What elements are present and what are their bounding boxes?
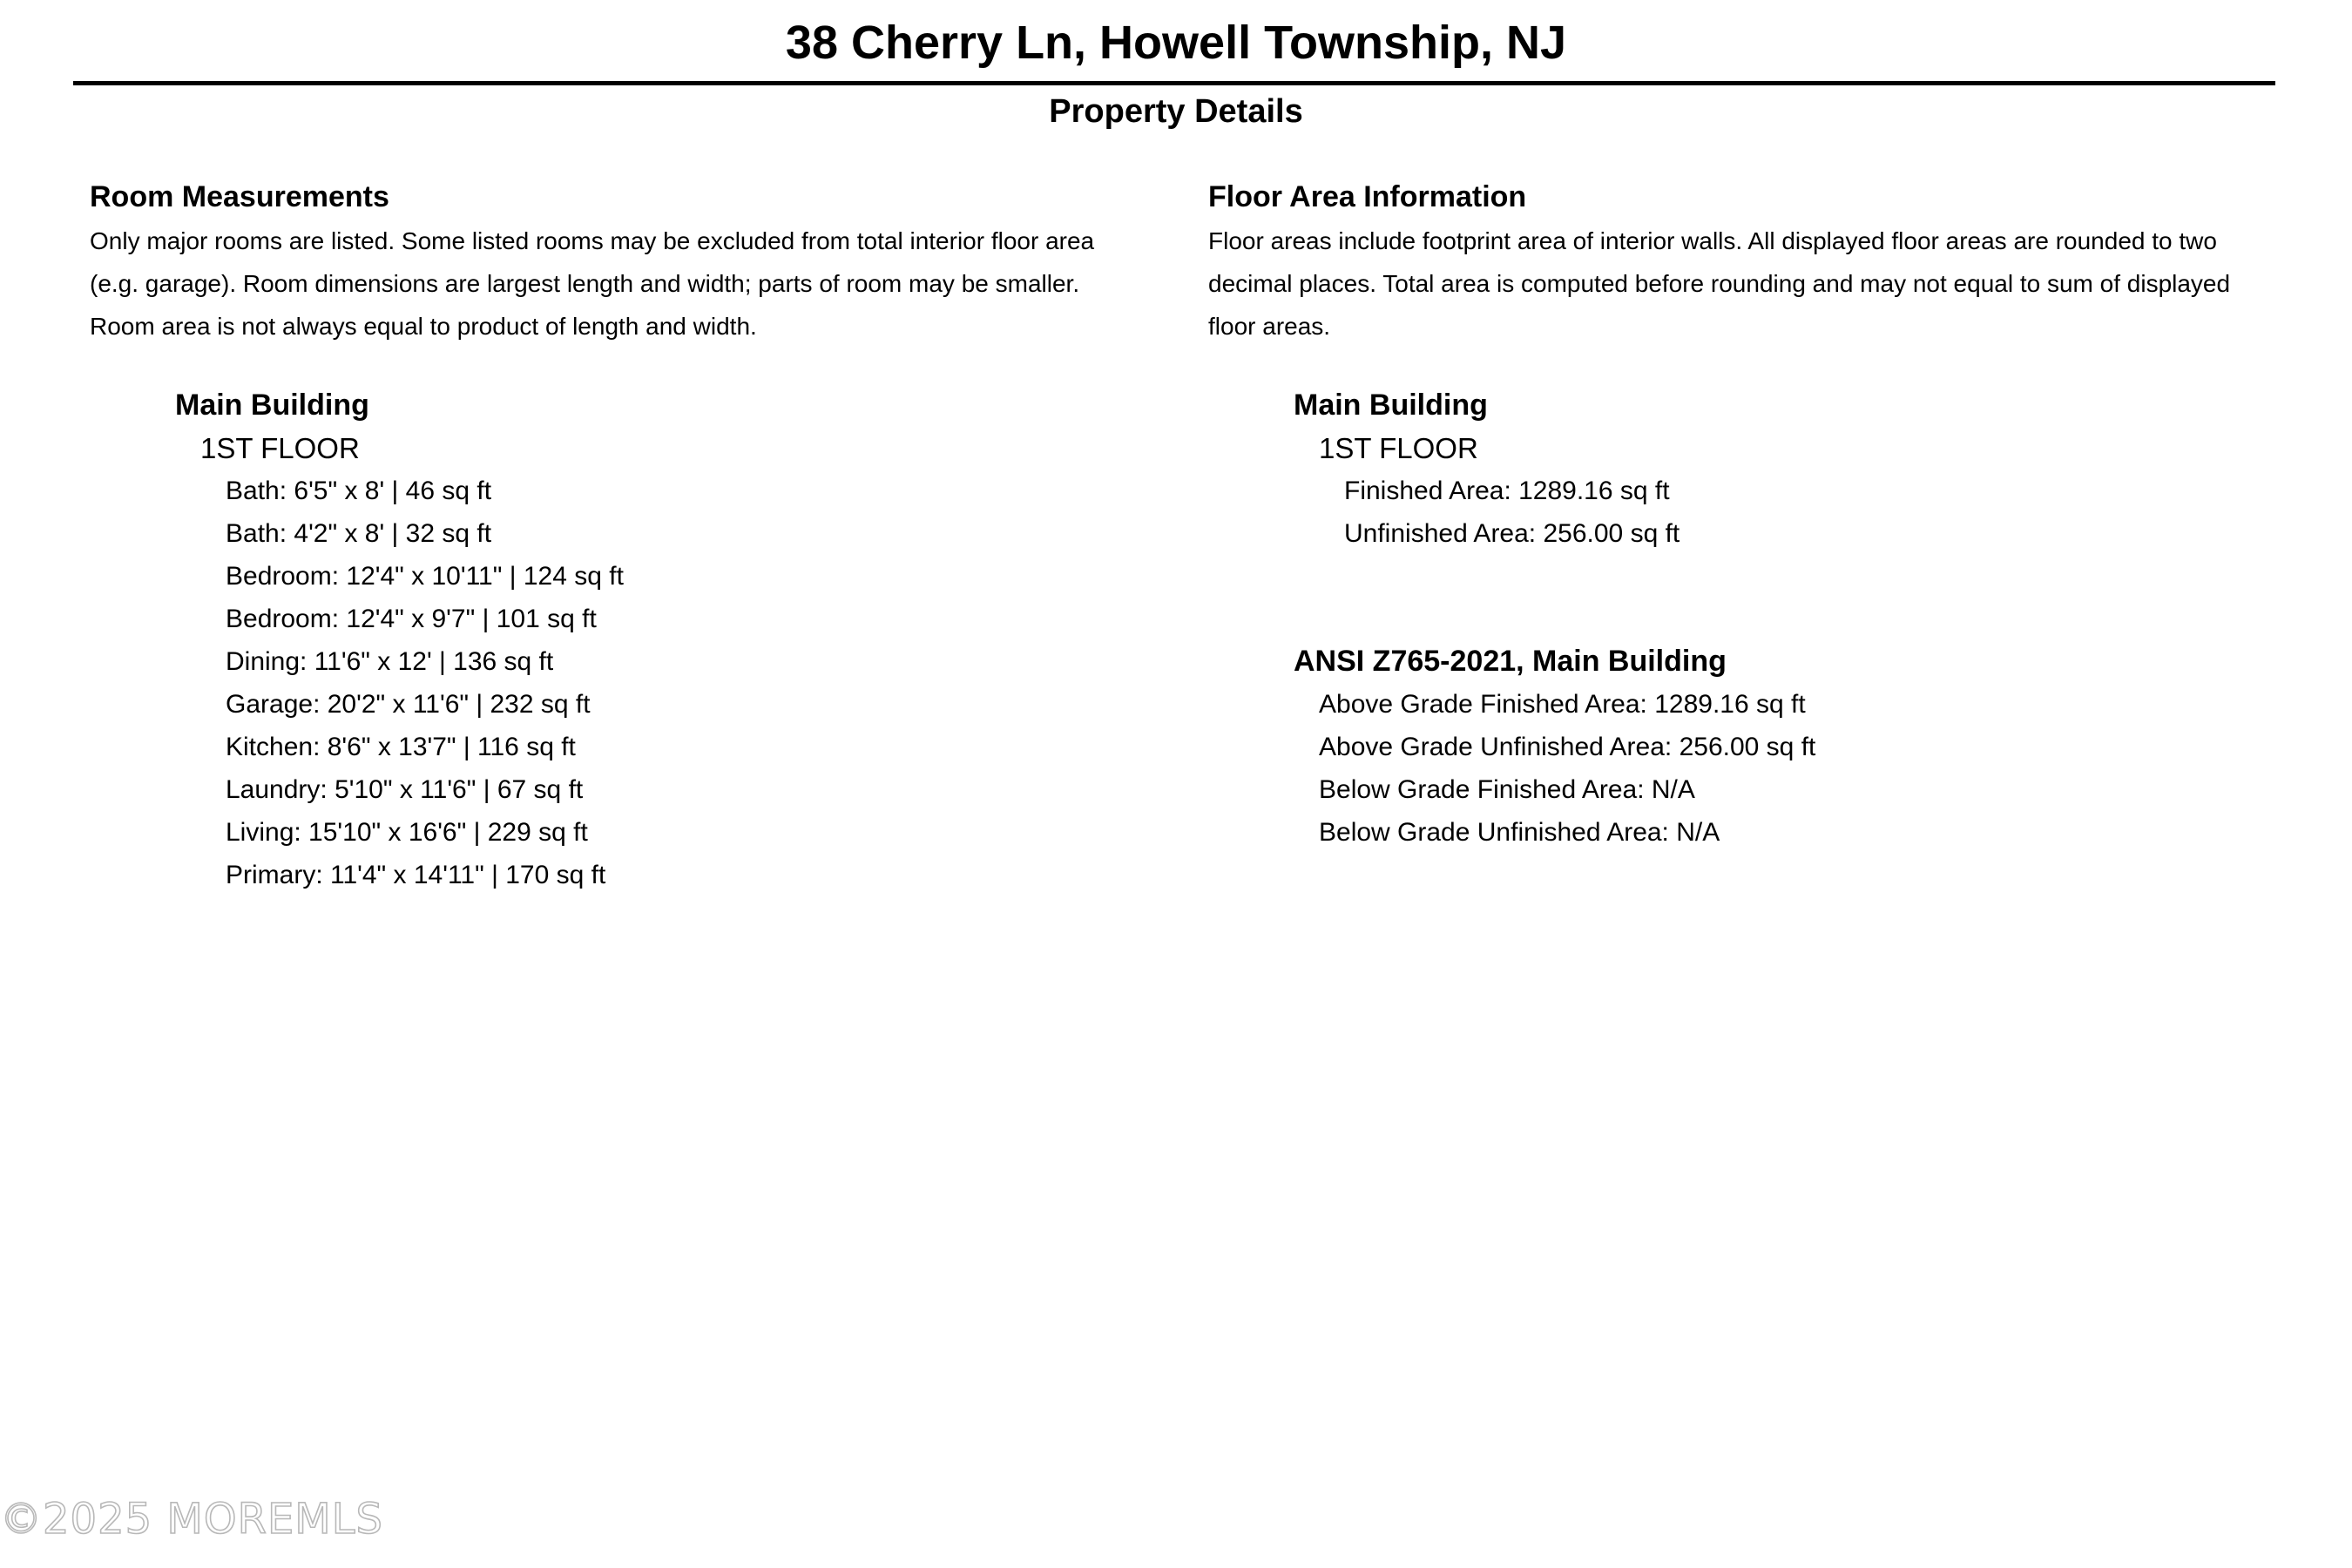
room-item: Laundry: 5'10" x 11'6" | 67 sq ft	[226, 775, 584, 804]
ansi-heading: ANSI Z765-2021, Main Building	[1294, 645, 1727, 678]
floor-area-floor-label: 1ST FLOOR	[1319, 432, 1478, 464]
room-building-heading: Main Building	[175, 389, 369, 422]
area-item: Unfinished Area: 256.00 sq ft	[1344, 519, 1680, 548]
note-line: floor areas.	[1208, 313, 1331, 340]
copyright-watermark: ©2025 MOREMLS	[0, 1495, 383, 1544]
page-title: 38 Cherry Ln, Howell Township, NJ	[785, 17, 1567, 69]
floor-area-building-group	[1294, 384, 2306, 854]
room-measurements-note	[90, 220, 1170, 348]
room-list	[175, 470, 1170, 896]
room-building-group	[175, 384, 1170, 896]
floor-area-list	[1294, 470, 2306, 555]
note-line: decimal places. Total area is computed before rounding and may not equal to sum of displayed	[1208, 270, 2231, 297]
note-line: Only major rooms are listed. Some listed rooms may be excluded from total interior floor area	[90, 227, 1095, 254]
floor-area-note	[1208, 220, 2306, 348]
ansi-area-item: Below Grade Unfinished Area: N/A	[1319, 818, 1720, 847]
page-subtitle: Property Details	[1049, 93, 1303, 130]
room-item: Bath: 6'5" x 8' | 46 sq ft	[226, 476, 492, 505]
room-floor-label: 1ST FLOOR	[200, 432, 360, 464]
ansi-area-item: Above Grade Unfinished Area: 256.00 sq ft	[1319, 733, 1816, 761]
floor-area-heading: Floor Area Information	[1208, 180, 1527, 213]
area-item: Finished Area: 1289.16 sq ft	[1344, 476, 1670, 505]
room-item: Bedroom: 12'4" x 10'11" | 124 sq ft	[226, 562, 624, 591]
room-item: Garage: 20'2" x 11'6" | 232 sq ft	[226, 690, 591, 719]
room-item: Kitchen: 8'6" x 13'7" | 116 sq ft	[226, 733, 576, 761]
room-item: Bedroom: 12'4" x 9'7" | 101 sq ft	[226, 605, 597, 633]
title-divider	[73, 81, 2275, 85]
room-item: Primary: 11'4" x 14'11" | 170 sq ft	[226, 861, 606, 889]
ansi-area-item: Below Grade Finished Area: N/A	[1319, 775, 1695, 804]
room-item: Living: 15'10" x 16'6" | 229 sq ft	[226, 818, 588, 847]
note-line: Floor areas include footprint area of interior walls. All displayed floor areas are rounded to two	[1208, 227, 2217, 254]
room-measurements-heading: Room Measurements	[90, 180, 389, 213]
ansi-area-list	[1294, 683, 2306, 854]
room-item: Bath: 4'2" x 8' | 32 sq ft	[226, 519, 492, 548]
room-item: Dining: 11'6" x 12' | 136 sq ft	[226, 647, 554, 676]
ansi-area-item: Above Grade Finished Area: 1289.16 sq ft	[1319, 690, 1806, 719]
floor-area-section	[1208, 178, 2306, 854]
note-line: (e.g. garage). Room dimensions are largest length and width; parts of room may be smaller.	[90, 270, 1080, 297]
room-measurements-section	[90, 178, 1170, 896]
floor-area-building-heading: Main Building	[1294, 389, 1488, 422]
note-line: Room area is not always equal to product of length and width.	[90, 313, 757, 340]
